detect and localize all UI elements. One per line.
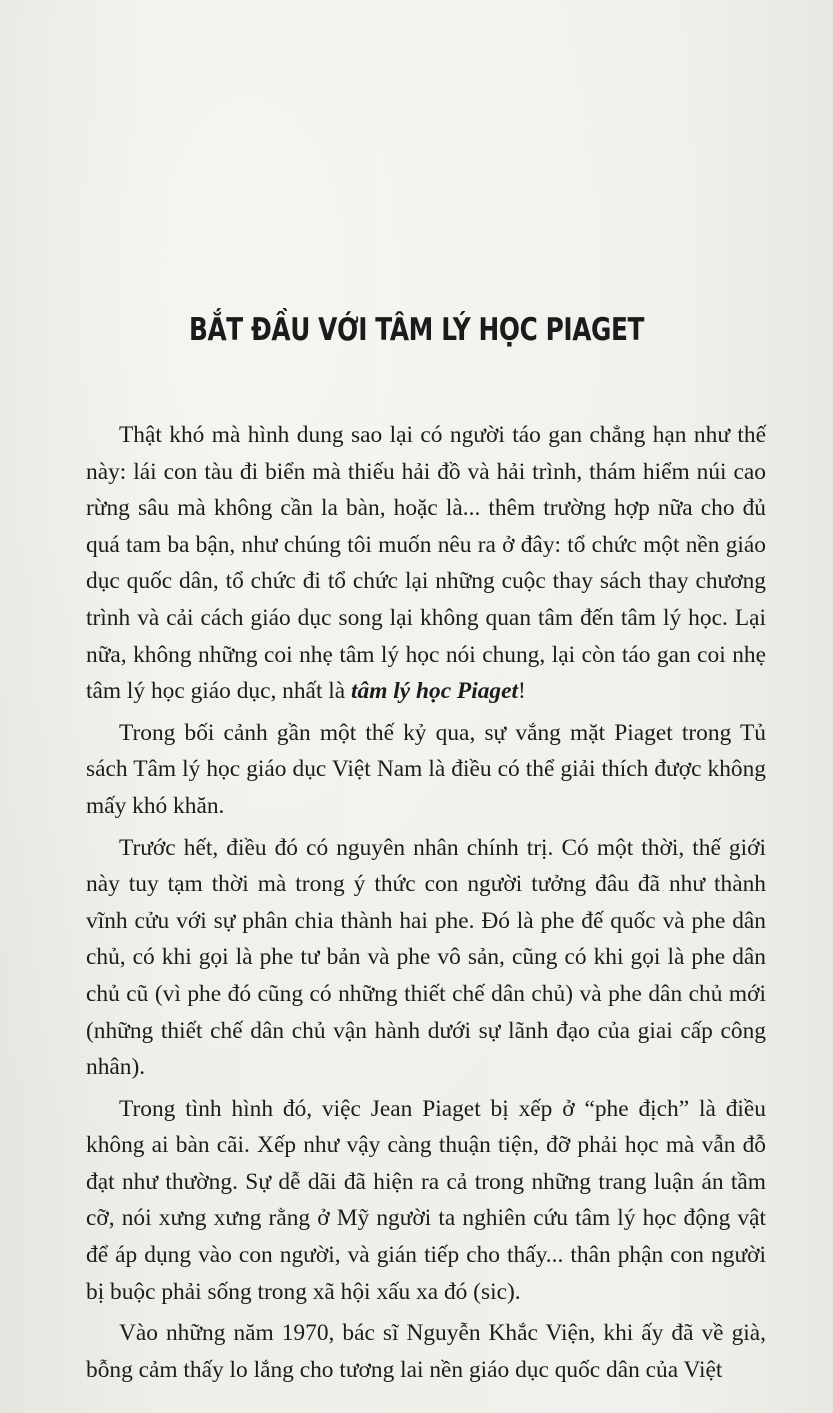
paragraph-1-end: !	[518, 678, 526, 705]
body-text	[86, 417, 766, 1393]
paragraph-2: Trong bối cảnh gần một thế kỷ qua, sự vắng mặt Piaget trong Tủ sách Tâm lý học giáo dục Việt Nam là điều có thể giải thích được không mấy khó khăn.	[86, 719, 766, 819]
paragraph-3: Trước hết, điều đó có nguyên nhân chính trị. Có một thời, thế giới này tuy tạm thời mà trong ý thức con người tưởng đâu đã như thành vĩnh cửu với sự phân chia thành hai phe. Đó là phe đế quốc và phe dân chủ, có khi gọi là phe tư bản và phe vô sản, cũng có khi gọi là phe dân chủ cũ (vì phe đó cũng có những thiết chế dân chủ) và phe dân chủ mới (những thiết chế dân chủ vận hành dưới sự lãnh đạo của giai cấp công nhân).	[86, 834, 766, 1081]
paragraph-4: Trong tình hình đó, việc Jean Piaget bị xếp ở “phe địch” là điều không ai bàn cãi. Xếp như vậy càng thuận tiện, đỡ phải học mà vẫn đỗ đạt như thường. Sự dễ dãi đã hiện ra cả trong những trang luận án tầm cỡ, nói xưng xưng rằng ở Mỹ người ta nghiên cứu tâm lý học động vật để áp dụng vào con người, và gián tiếp cho thấy... thân phận con người bị buộc phải sống trong xã hội xấu xa đó (sic).	[86, 1095, 766, 1305]
paragraph-5: Vào những năm 1970, bác sĩ Nguyễn Khắc Viện, khi ấy đã về già, bỗng cảm thấy lo lắng cho tương lai nền giáo dục quốc dân của Việt	[86, 1320, 766, 1383]
emphasized-term: tâm lý học Piaget	[351, 678, 518, 705]
section-heading: BẮT ĐẦU VỚI TÂM LÝ HỌC PIAGET	[188, 312, 645, 348]
paragraph-1-text: Thật khó mà hình dung sao lại có người táo gan chẳng hạn như thế này: lái con tàu đi biển mà thiếu hải đồ và hải trình, thám hiểm núi cao rừng sâu mà không cần la bàn, hoặc là... thêm trường hợp nữa cho đủ quá tam ba bận, như chúng tôi muốn nêu ra ở đây: tổ chức một nền giáo dục quốc dân, tổ chức đi tổ chức lại những cuộc thay sách thay chương trình và cải cách giáo dục song lại không quan tâm đến tâm lý học. Lại nữa, không những coi nhẹ tâm lý học nói chung, lại còn táo gan coi nhẹ tâm lý học giáo dục, nhất là	[86, 422, 766, 705]
paragraph-1	[86, 417, 766, 710]
